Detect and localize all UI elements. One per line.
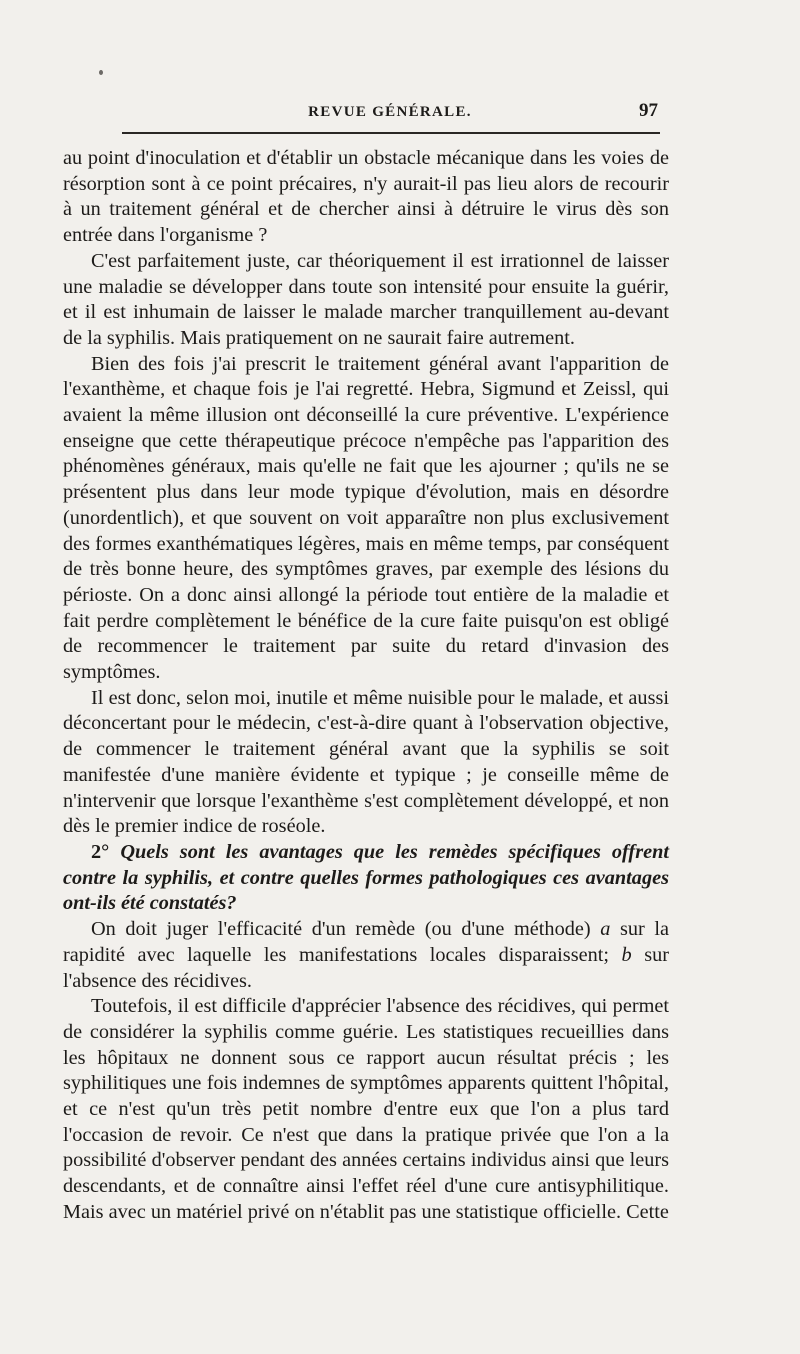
section-number: 2° <box>91 840 110 863</box>
section-heading-text: Quels sont les avantages que les remèdes spécifiques offrent contre la syphilis, et contre quelles formes pathologiques ces avantages ont-ils été constatés? <box>63 840 669 915</box>
body-text <box>63 146 669 1226</box>
p5-text-start: On doit juger l'efficacité d'un remède (ou d'une méthode) <box>91 918 601 941</box>
p5-letter-b: b <box>621 943 632 966</box>
paragraph-5 <box>63 917 669 994</box>
section-heading <box>63 840 669 917</box>
ink-speck <box>99 70 103 75</box>
p5-text-end: sur l'absence des récidives. <box>63 943 669 992</box>
journal-title: REVUE GÉNÉRALE. <box>308 104 472 120</box>
p5-text-middle: sur la rapidité avec laquelle les manifestations locales disparaissent; <box>63 918 669 966</box>
paragraph-6: Toutefois, il est difficile d'apprécier l'absence des récidives, qui permet de considérer la syphilis comme guérie. Les statistiques recueillies dans les hôpitaux ne donnent sous ce rapport aucun résultat précis ; les syphilitiques une fois indemnes de symptômes apparents quittent l'hôpital, et ce n'est qu'un très petit nombre d'entre eux que l'on a plus tard l'occasion de revoir. Ce n'est que dans la pratique privée que l'on a la possibilité d'observer pendant des années certains individus ainsi que leurs descendants, et de connaître ainsi l'effet réel d'une cure antisyphilitique. Mais avec un matériel privé on n'établit pas une statistique officielle. Cette <box>63 995 669 1223</box>
header-rule <box>122 132 660 134</box>
paragraph-1: au point d'inoculation et d'établir un obstacle mécanique dans les voies de résorption sont à ce point précaires, n'y aurait-il pas lieu alors de recourir à un traitement général et de chercher ainsi à détruire le virus dès son entrée dans l'organisme ? <box>63 147 669 247</box>
page-number: 97 <box>639 100 658 121</box>
running-head <box>120 100 660 128</box>
paragraph-2: C'est parfaitement juste, car théoriquement il est irrationnel de laisser une maladie se développer dans toute son intensité pour ensuite la guérir, et il est inhumain de laisser le malade marcher tranquillement au-devant de la syphilis. Mais pratiquement on ne saurait faire autrement. <box>63 249 669 349</box>
p5-letter-a: a <box>600 918 611 941</box>
paragraph-4: Il est donc, selon moi, inutile et même nuisible pour le malade, et aussi déconcertant pour le médecin, c'est-à-dire quant à l'observation objective, de commencer le traitement général avant que la syphilis se soit manifestée d'une manière évidente et typique ; je conseille même de n'intervenir que lorsque l'exanthème s'est complètement développé, et non dès le premier indice de roséole. <box>63 686 669 838</box>
paragraph-3: Bien des fois j'ai prescrit le traitement général avant l'apparition de l'exanthème, et chaque fois je l'ai regretté. Hebra, Sigmund et Zeissl, qui avaient la même illusion ont déconseillé la cure préventive. L'expérience enseigne que cette thérapeutique précoce n'empêche pas l'apparition des phénomènes généraux, mais qu'elle ne fait que les ajourner ; qu'ils ne se présentent plus dans leur mode typique d'évolution, mais en désordre (unordentlich), et que souvent on voit apparaître non plus exclusivement des formes exanthématiques légères, mais en même temps, par conséquent de très bonne heure, des symptômes graves, par exemple des lésions du périoste. On a donc ainsi allongé la période tout entière de la maladie et fait perdre complètement le bénéfice de la cure faite puisqu'on est obligé de recommencer le traitement par suite du retard d'invasion des symptômes. <box>63 352 669 684</box>
